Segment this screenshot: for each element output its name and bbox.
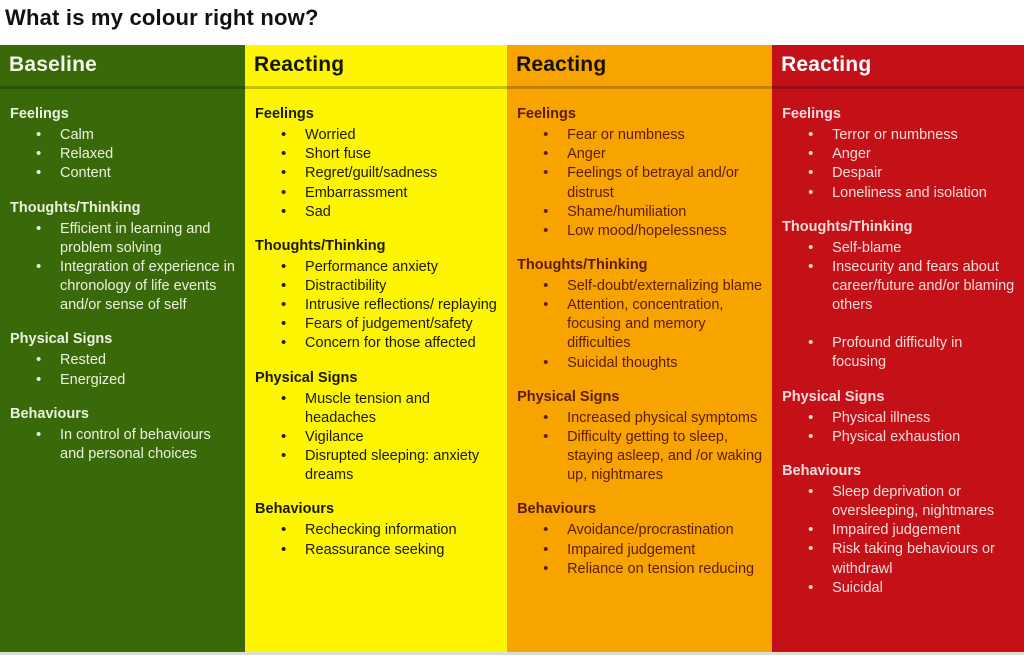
bullet-list	[782, 409, 1016, 447]
bullet-item: • Reliance on tension reducing	[541, 560, 764, 579]
column-body	[245, 89, 507, 560]
bullet-list	[255, 126, 499, 222]
bullet-item: • Self-blame	[806, 239, 1016, 258]
section-heading: Physical Signs	[10, 331, 113, 348]
bullet-item: • Low mood/hopelessness	[541, 222, 764, 241]
column-reacting-yellow	[245, 45, 507, 652]
bullet-item: • Vigilance	[279, 428, 499, 447]
bullet-item: • Fears of judgement/safety	[279, 315, 499, 334]
bullet-item: • Terror or numbness	[806, 126, 1016, 145]
bullet-item: • Increased physical symptoms	[541, 409, 764, 428]
bullet-item: • Short fuse	[279, 145, 499, 164]
bullet-list	[255, 521, 499, 559]
section-physical-signs	[255, 369, 499, 486]
bullet-item: • Insecurity and fears about career/future and/or blaming others	[806, 258, 1016, 315]
section-heading: Physical Signs	[517, 388, 620, 405]
bullet-item: • Energized	[34, 371, 237, 390]
section-heading: Thoughts/Thinking	[782, 218, 913, 235]
section-physical-signs	[10, 330, 237, 389]
section-heading: Behaviours	[255, 501, 335, 518]
bullet-item: • Reassurance seeking	[279, 541, 499, 560]
bullet-item: • Sleep deprivation or oversleeping, nightmares	[806, 483, 1016, 521]
column-header: Reacting	[245, 45, 507, 89]
section-feelings	[517, 105, 764, 241]
bullet-item: • Self-doubt/externalizing blame	[541, 277, 764, 296]
column-reacting-orange	[507, 45, 772, 652]
section-heading: Feelings	[10, 106, 69, 122]
section-physical-signs	[782, 388, 1016, 447]
section-thoughts-thinking	[517, 256, 764, 373]
bullet-item: • Anger	[541, 145, 764, 164]
bullet-item: • Physical illness	[806, 409, 1016, 428]
column-body	[0, 89, 245, 464]
bullet-item: • Attention, concentration, focusing and memory difficulties	[541, 296, 764, 353]
bullet-item: • Integration of experience in chronology of life events and/or sense of self	[34, 258, 237, 315]
bullet-list	[517, 409, 764, 486]
section-thoughts-thinking	[255, 237, 499, 354]
section-heading: Feelings	[255, 106, 314, 122]
section-behaviours	[517, 500, 764, 579]
bullet-item: • In control of behaviours and personal choices	[34, 426, 237, 464]
bullet-item: • Disrupted sleeping: anxiety dreams	[279, 447, 499, 485]
column-reacting-red	[772, 45, 1024, 652]
section-feelings	[255, 105, 499, 222]
section-heading: Physical Signs	[255, 369, 358, 386]
section-physical-signs	[517, 388, 764, 486]
bullet-item: • Loneliness and isolation	[806, 184, 1016, 203]
bullet-item: • Content	[34, 164, 237, 183]
colour-table	[0, 45, 1024, 655]
bullet-item: • Suicidal thoughts	[541, 354, 764, 373]
bullet-item: • Impaired judgement	[541, 541, 764, 560]
section-behaviours	[782, 462, 1016, 598]
bullet-item: • Concern for those affected	[279, 334, 499, 353]
bullet-item: • Avoidance/procrastination	[541, 521, 764, 540]
bullet-list	[255, 390, 499, 486]
section-heading: Feelings	[782, 106, 841, 122]
bullet-item: • Anger	[806, 145, 1016, 164]
bullet-spacer	[806, 315, 1016, 334]
bullet-item: • Impaired judgement	[806, 521, 1016, 540]
bullet-item: • Shame/humiliation	[541, 203, 764, 222]
bullet-list	[517, 277, 764, 373]
section-heading: Thoughts/Thinking	[255, 237, 386, 254]
section-heading: Behaviours	[10, 405, 89, 422]
bullet-item: • Difficulty getting to sleep, staying asleep, and /or waking up, nightmares	[541, 428, 764, 485]
section-thoughts-thinking	[782, 218, 1016, 373]
column-header: Reacting	[507, 45, 772, 89]
section-heading: Behaviours	[517, 501, 597, 518]
bullet-list	[10, 126, 237, 183]
bullet-item: • Intrusive reflections/ replaying	[279, 296, 499, 315]
bullet-list	[782, 239, 1016, 373]
bullet-item: • Regret/guilt/sadness	[279, 164, 499, 183]
section-heading: Physical Signs	[782, 388, 885, 405]
section-heading: Thoughts/Thinking	[10, 199, 141, 216]
bullet-item: • Performance anxiety	[279, 258, 499, 277]
section-thoughts-thinking	[10, 199, 237, 316]
column-body	[772, 89, 1024, 598]
section-behaviours	[10, 405, 237, 464]
bullet-item: • Distractibility	[279, 277, 499, 296]
column-baseline-green	[0, 45, 245, 652]
section-behaviours	[255, 500, 499, 559]
section-heading: Feelings	[517, 106, 576, 122]
section-heading: Thoughts/Thinking	[517, 256, 648, 273]
bullet-item: • Fear or numbness	[541, 126, 764, 145]
bullet-item: • Risk taking behaviours or withdrawl	[806, 540, 1016, 578]
bullet-item: • Calm	[34, 126, 237, 145]
bullet-item: • Suicidal	[806, 579, 1016, 598]
bullet-item: • Physical exhaustion	[806, 428, 1016, 447]
bullet-list	[517, 126, 764, 241]
column-header: Baseline	[0, 45, 245, 89]
bullet-list	[782, 483, 1016, 598]
column-header: Reacting	[772, 45, 1024, 89]
bullet-item: • Despair	[806, 164, 1016, 183]
page-title: What is my colour right now?	[5, 5, 319, 30]
bullet-item: • Muscle tension and headaches	[279, 390, 499, 428]
bullet-item: • Rechecking information	[279, 521, 499, 540]
bullet-item: • Embarrassment	[279, 184, 499, 203]
bullet-item: • Rested	[34, 351, 237, 370]
section-heading: Behaviours	[782, 462, 862, 479]
bullet-item: • Efficient in learning and problem solving	[34, 220, 237, 258]
bullet-list	[782, 126, 1016, 203]
section-feelings	[10, 105, 237, 184]
bullet-item: • Relaxed	[34, 145, 237, 164]
bullet-item: • Worried	[279, 126, 499, 145]
bullet-list	[10, 426, 237, 464]
bullet-list	[10, 351, 237, 389]
bullet-item: • Feelings of betrayal and/or distrust	[541, 164, 764, 202]
bullet-item: • Sad	[279, 203, 499, 222]
bullet-list	[10, 220, 237, 316]
section-feelings	[782, 105, 1016, 203]
bullet-list	[255, 258, 499, 354]
bullet-list	[517, 521, 764, 578]
bullet-item: • Profound difficulty in focusing	[806, 334, 1016, 372]
column-body	[507, 89, 772, 579]
